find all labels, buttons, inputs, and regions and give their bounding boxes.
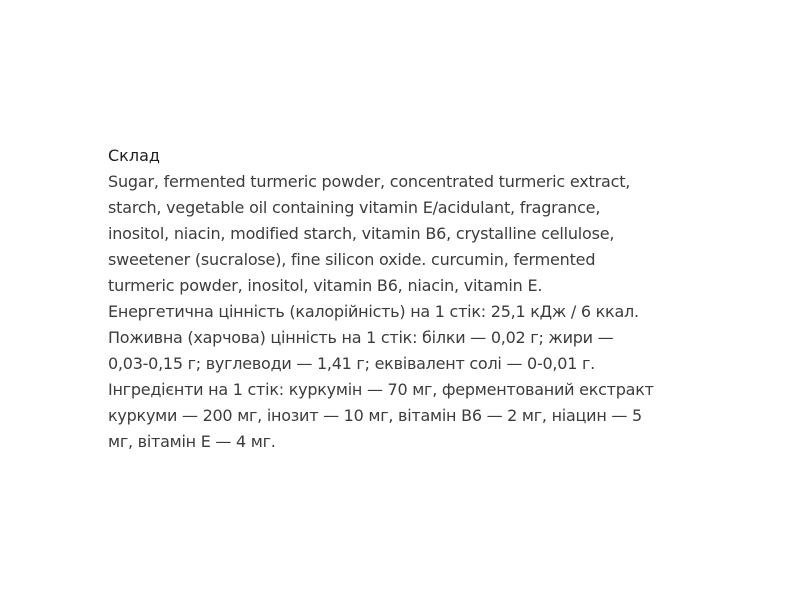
ingredients-per-stick-line: Інгредієнти на 1 стік: куркумін — 70 мг, ферментований екстракт — [108, 380, 654, 399]
composition-line: turmeric powder, inositol, vitamin B6, niacin, vitamin E. — [108, 276, 543, 295]
composition-line: Sugar, fermented turmeric powder, concentrated turmeric extract, — [108, 172, 631, 191]
composition-title: Склад — [108, 146, 160, 165]
nutrition-value-line: 0,03-0,15 г; вуглеводи — 1,41 г; еквівалент солі — 0-0,01 г. — [108, 354, 595, 373]
composition-line: inositol, niacin, modified starch, vitamin B6, crystalline cellulose, — [108, 224, 615, 243]
composition-section — [108, 143, 708, 455]
nutrition-value-line: Поживна (харчова) цінність на 1 стік: білки — 0,02 г; жири — — [108, 328, 614, 347]
energy-value-line: Енергетична цінність (калорійність) на 1 стік: 25,1 кДж / 6 ккал. — [108, 302, 639, 321]
composition-text — [108, 169, 708, 455]
ingredients-per-stick-line: куркуми — 200 мг, інозит — 10 мг, вітамін B6 — 2 мг, ніацин — 5 — [108, 406, 642, 425]
ingredients-per-stick-line: мг, вітамін E — 4 мг. — [108, 432, 276, 451]
composition-line: sweetener (sucralose), fine silicon oxide. curcumin, fermented — [108, 250, 596, 269]
composition-line: starch, vegetable oil containing vitamin E/acidulant, fragrance, — [108, 198, 601, 217]
